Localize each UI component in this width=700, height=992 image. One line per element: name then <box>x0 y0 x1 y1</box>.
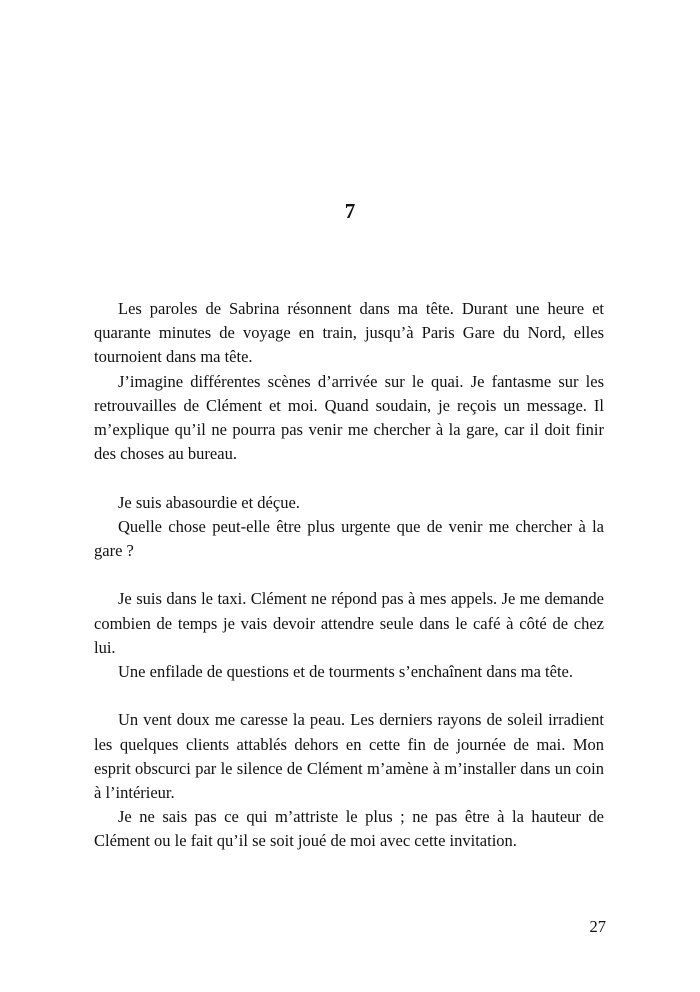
paragraph: Un vent doux me caresse la peau. Les derniers rayons de soleil irradient les quelques clients attablés dehors en cette fin de journée de mai. Mon esprit obscurci par le silence de Clément m’amène à m’installer dans un coin à l’intérieur. <box>94 710 604 803</box>
section-break <box>94 684 604 708</box>
paragraph: Une enfilade de questions et de tourments s’enchaînent dans ma tête. <box>118 662 573 682</box>
page-number: 27 <box>589 917 606 936</box>
paragraph: Je suis dans le taxi. Clément ne répond pas à mes appels. Je me demande combien de temps je vais devoir attendre seule dans le café à côté de chez lui. <box>94 589 604 657</box>
chapter-number: 7 <box>344 199 356 223</box>
paragraph: Je suis abasourdie et déçue. <box>118 492 300 512</box>
chapter-text <box>94 297 604 854</box>
paragraph: Quelle chose peut-elle être plus urgente que de venir me chercher à la gare ? <box>94 516 604 561</box>
section-break <box>94 563 604 587</box>
paragraph: Je ne sais pas ce qui m’attriste le plus ; ne pas être à la hauteur de Clément ou le fait qu’il se soit joué de moi avec cette invitation. <box>94 807 604 851</box>
paragraph: Les paroles de Sabrina résonnent dans ma tête. Durant une heure et quarante minutes de voyage en train, jusqu’à Paris Gare du Nord, elles tournoient dans ma tête. <box>94 299 604 367</box>
section-break <box>94 466 604 490</box>
paragraph: J’imagine différentes scènes d’arrivée sur le quai. Je fantasme sur les retrouvailles de Clément et moi. Quand soudain, je reçois un message. Il m’explique qu’il ne pourra pas venir me chercher à la gare, car il doit finir des choses au bureau. <box>94 371 604 464</box>
